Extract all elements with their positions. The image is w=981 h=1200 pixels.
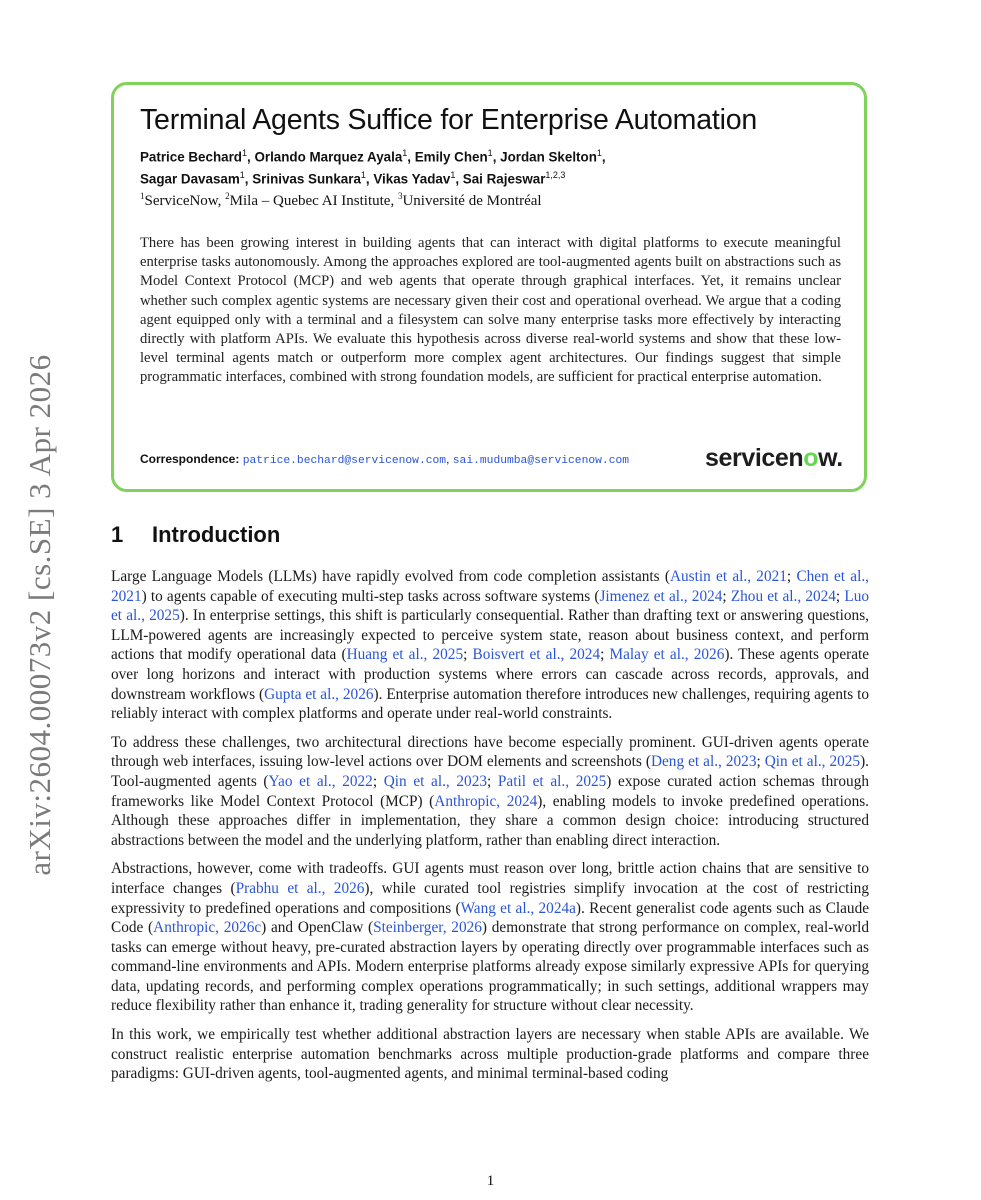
- citation-link[interactable]: Huang et al., 2025: [346, 646, 464, 664]
- citation-link[interactable]: Austin et al., 2021: [669, 568, 787, 585]
- author-name: Sagar Davasam: [140, 171, 240, 187]
- body-text: [111, 567, 869, 1093]
- citation-link[interactable]: Boisvert et al., 2024: [472, 646, 601, 664]
- affiliation: ServiceNow: [144, 193, 218, 209]
- author-line-1: Patrice Bechard$^1$, Orlando Marquez Ayala$^1$, Emily Chen$^1$, Jordan Skelton$^1$,: [140, 148, 606, 165]
- citation-link[interactable]: Anthropic, 2026c: [153, 919, 262, 937]
- paragraph: Large Language Models (LLMs) have rapidly evolved from code completion assistants (Austin et al., 2021; Chen et al., 2021) to agents capable of executing multi-step tasks across software systems (Jimenez et al., 2024; Zhou et al., 2024; Luo et al., 2025). In enterprise settings, this shift is particularly consequential. Rather than drafting text or answering questions, LLM-powered agents are increasingly expected to perceive system state, reason about business context, and perform actions that modify operational data (Huang et al., 2025; Boisvert et al., 2024; Malay et al., 2026). These agents operate over long horizons and interact with production systems where errors can cascade across records, approvals, and downstream workflows (Gupta et al., 2026). Enterprise automation therefore introduces new challenges, requiring agents to reliably interact with complex platforms and operate under real-world constraints.: [111, 568, 870, 723]
- paragraph: Abstractions, however, come with tradeoffs. GUI agents must reason over long, brittle action chains that are sensitive to interface changes (Prabhu et al., 2026), while curated tool registries simplify invocation at the cost of restricting expressivity to predefined operations and compositions (Wang et al., 2024a). Recent generalist code agents such as Claude Code (Anthropic, 2026c) and OpenClaw (Steinberger, 2026) demonstrate that strong performance on complex, real-world tasks can emerge without heavy, pre-curated abstraction layers by operating directly over programmable interfaces such as command-line environments and APIs. Modern enterprise platforms already expose similarly expressive APIs for querying data, updating records, and performing complex operations programmatically; in such settings, additional wrappers may reduce flexibility rather than enhance it, trading generality for structure without clear necessity.: [111, 860, 870, 1015]
- arxiv-sidebar-stamp: [10, 343, 70, 888]
- affiliation: Université de Montréal: [402, 193, 542, 209]
- paper-title: Terminal Agents Suffice for Enterprise Automation: [140, 104, 758, 136]
- citation-link[interactable]: Deng et al., 2023: [650, 753, 757, 771]
- author-name: Patrice Bechard: [140, 149, 242, 165]
- page-number: 1: [486, 1173, 495, 1189]
- section-heading: [111, 522, 280, 548]
- citation-link[interactable]: Luo et al., 2025: [111, 587, 869, 625]
- citation-link[interactable]: Yao et al., 2022: [268, 772, 373, 790]
- author-name: Sai Rajeswar: [462, 171, 546, 187]
- section-number: 1: [111, 522, 124, 547]
- author-name: Vikas Yadav: [373, 171, 451, 187]
- correspondence: Correspondence: patrice.bechard@servicenow.com, sai.mudumba@servicenow.com: [140, 452, 630, 467]
- author-name: Srinivas Sunkara: [252, 171, 361, 187]
- citation-link[interactable]: Anthropic, 2024: [434, 792, 538, 810]
- author-line-2: Sagar Davasam$^1$, Srinivas Sunkara$^1$, Vikas Yadav$^1$, Sai Rajeswar$^{1,2,3}$: [140, 170, 566, 187]
- section-title: Introduction: [152, 522, 281, 547]
- servicenow-logo: servicenow.: [705, 444, 843, 472]
- paragraph: In this work, we empirically test whether additional abstraction layers are necessary when stable APIs are available. We construct realistic enterprise automation benchmarks across multiple production-grade platforms and compare three paradigms: GUI-driven agents, tool-augmented agents, and minimal terminal-based coding: [111, 1026, 869, 1083]
- correspondence-label: Correspondence:: [140, 452, 240, 466]
- citation-link[interactable]: Steinberger, 2026: [373, 919, 482, 937]
- affiliation: Mila – Quebec AI Institute: [229, 193, 391, 209]
- citation-link[interactable]: Prabhu et al., 2026: [235, 879, 365, 897]
- citation-link[interactable]: Jimenez et al., 2024: [599, 587, 723, 605]
- citation-link[interactable]: Malay et al., 2026: [609, 646, 725, 664]
- citation-link[interactable]: Patil et al., 2025: [497, 772, 607, 790]
- email-link-1[interactable]: patrice.bechard@servicenow.com: [242, 455, 447, 467]
- citation-link[interactable]: Chen et al., 2021: [111, 568, 869, 605]
- citation-link[interactable]: Qin et al., 2023: [383, 772, 487, 790]
- author-name: Orlando Marquez Ayala: [254, 149, 403, 165]
- paragraph: To address these challenges, two architectural directions have become especially prominent. GUI-driven agents operate through web interfaces, issuing low-level actions over DOM elements and screenshots (Deng et al., 2023; Qin et al., 2025). Tool-augmented agents (Yao et al., 2022; Qin et al., 2023; Patil et al., 2025) expose curated action schemas through frameworks like Model Context Protocol (MCP) (Anthropic, 2024), enabling models to invoke predefined operations. Although these approaches differ in implementation, they share a common design choice: introducing structured abstractions between the model and the underlying platform, rather than enabling direct interaction.: [111, 733, 870, 849]
- citation-link[interactable]: Gupta et al., 2026: [264, 685, 374, 703]
- author-name: Jordan Skelton: [500, 149, 597, 165]
- abstract: There has been growing interest in building agents that can interact with digital platforms to execute meaningful enterprise tasks autonomously. Among the approaches explored are tool-augmented agents built on abstractions such as Model Context Protocol (MCP) and web agents that operate through graphical interfaces. Yet, it remains unclear whether such complex agentic systems are necessary given their cost and operational overhead. We argue that a coding agent equipped only with a terminal and a filesystem can solve many enterprise tasks more effectively by interacting directly with platform APIs. We evaluate this hypothesis across diverse real-world systems and show that these low-level terminal agents match or outperform more complex agent architectures. Our findings suggest that simple programmatic interfaces, combined with strong foundation models, are sufficient for practical enterprise automation.: [140, 235, 841, 386]
- citation-link[interactable]: Zhou et al., 2024: [730, 587, 836, 605]
- affiliations: $^1$ServiceNow, $^2$Mila – Quebec AI Institute, $^3$Université de Montréal: [140, 191, 542, 209]
- author-list: [140, 144, 840, 189]
- citation-link[interactable]: Qin et al., 2025: [764, 753, 861, 771]
- arxiv-identifier: arXiv:2604.00073v2 [cs.SE] 3 Apr 2026: [22, 354, 57, 876]
- citation-link[interactable]: Wang et al., 2024a: [460, 899, 576, 917]
- author-name: Emily Chen: [414, 149, 488, 165]
- email-link-2[interactable]: sai.mudumba@servicenow.com: [452, 455, 630, 467]
